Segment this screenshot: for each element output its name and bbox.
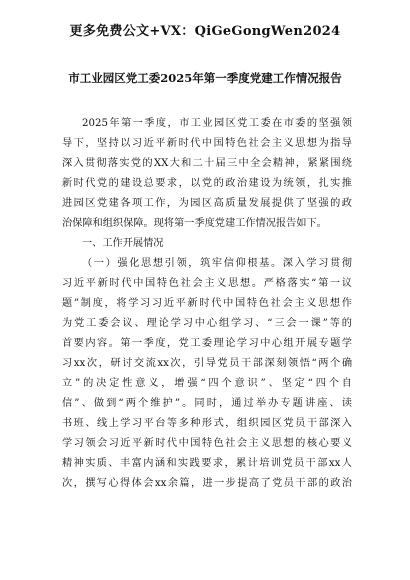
body-line: 治保障和组织保障。现将第一季度党建工作情况报告如下。 [62, 218, 327, 229]
watermark-banner: 更多免费公文+VX：QiGeGongWen2024 [69, 24, 341, 39]
body-line: 导下，坚持以习近平新时代中国特色社会主义思想为指导 [62, 138, 352, 149]
document-body [62, 114, 352, 494]
body-line: 新时代党的建设总要求，以党的政治建设为统领，扎实推 [62, 178, 352, 189]
body-line: 习xx次，研讨交流xx次，引导党员干部深刻领悟“两个确 [62, 358, 352, 369]
body-line: 一、工作开展情况 [82, 238, 164, 249]
body-line: 进园区党建各项工作，为园区高质量发展提供了坚强的政 [62, 198, 352, 209]
body-line: 信”、做到“两个维护”。同时，通过举办专题讲座、读 [62, 398, 352, 409]
document-title: 市工业园区党工委2025年第一季度党建工作情况报告 [68, 71, 342, 85]
body-line: 为党工委会议、理论学习中心组学习、“三会一课”等的 [62, 318, 352, 329]
body-line: 习近平新时代中国特色社会主义思想。严格落实“第一议 [62, 278, 352, 289]
body-line: 立”的决定性意义，增强“四个意识”、坚定“四个自 [62, 378, 352, 389]
body-line: 次，撰写心得体会xx余篇，进一步提高了党员干部的政治 [62, 478, 352, 489]
body-line: 题”制度，将学习习近平新时代中国特色社会主义思想作 [62, 298, 352, 309]
body-line: 精神实质、丰富内涵和实践要求，累计培训党员干部xx人 [62, 458, 352, 469]
body-line: 首要内容。第一季度，党工委理论学习中心组开展专题学 [62, 338, 352, 349]
body-line: 深入贯彻落实党的XX大和二十届三中全会精神，紧紧围绕 [62, 158, 352, 169]
body-line: 书班、线上学习平台等多种形式，组织园区党员干部深入 [62, 418, 352, 429]
body-line: （一）强化思想引领，筑牢信仰根基。深入学习贯彻 [82, 258, 352, 269]
body-line: 学习领会习近平新时代中国特色社会主义思想的核心要义 [62, 438, 352, 449]
body-line: 2025年第一季度，市工业园区党工委在市委的坚强领 [82, 118, 352, 129]
